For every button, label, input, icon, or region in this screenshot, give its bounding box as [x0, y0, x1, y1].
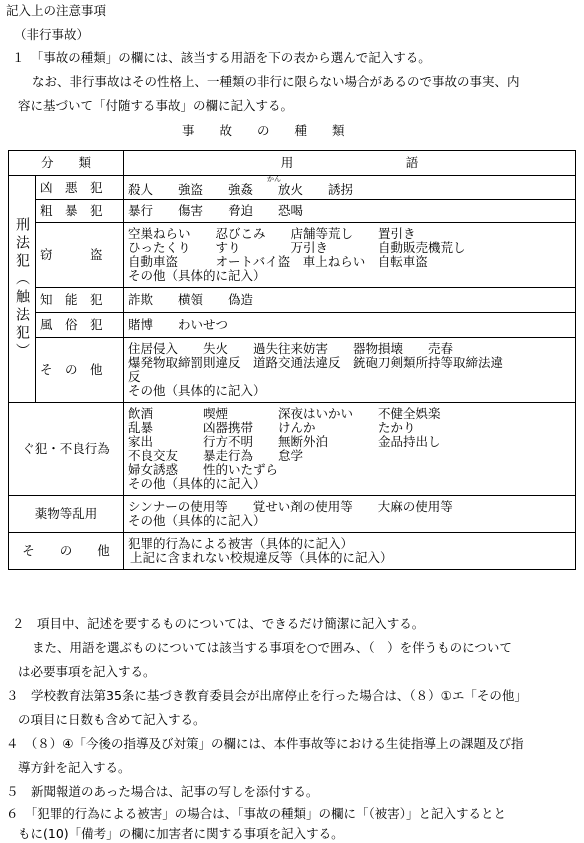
terms-other-criminal	[124, 338, 576, 403]
note-4-line-2: 導方針を記入する。	[18, 760, 131, 775]
table-title: 事 故 の 種 類	[182, 123, 345, 138]
table-row	[9, 533, 576, 570]
list-item: 婦女誘惑 性的いたずら	[128, 462, 279, 477]
table-row	[9, 313, 576, 338]
table-row	[9, 223, 576, 288]
accident-kinds-table	[8, 150, 576, 570]
note-2-line-2: また、用語を選ぶものについては該当する事項を○で囲み、（ ）を伴うものについて	[32, 640, 512, 655]
note-1-line-3: 容に基づいて「付随する事故」の欄に記入する。	[18, 98, 294, 113]
criminal-group-label: 刑法犯（触法犯）	[9, 176, 36, 403]
note-3-line-2: の項目に日数も含めて記入する。	[18, 712, 206, 727]
list-item: 上記に含まれない校規違反等（具体的に記入）	[130, 550, 393, 565]
category-theft: 窃 盗	[36, 223, 124, 288]
category-moral: 風 俗 犯	[36, 313, 124, 338]
list-item: 乱暴 凶器携帯 けんか たかり	[128, 420, 416, 435]
note-6-line-1: ６ 「犯罪的行為による被害」の場合は、「事故の種類」の欄に「（被害）」と記入するとと	[6, 806, 507, 821]
table-row	[9, 176, 576, 200]
category-misc: そ の 他	[9, 533, 124, 570]
terms-theft	[124, 223, 576, 288]
note-6-line-2: もに(10)「備考」の欄に加害者に関する事項を記入する。	[18, 826, 344, 841]
list-item: 飲酒 喫煙 深夜はいかい 不健全娯楽	[128, 406, 441, 421]
terms-moral: 賭博 わいせつ	[124, 313, 576, 338]
list-item: その他（具体的に記入）	[128, 383, 266, 398]
note-1-line-1: １ 「事故の種類」の欄には、該当する用語を下の表から選んで記入する。	[12, 50, 431, 65]
list-item: 自動車盗 オートバイ盗 車上ねらい 自転車盗	[128, 254, 428, 269]
list-item: 不良交友 暴走行為 怠学	[128, 448, 304, 463]
list-item: 住居侵入 失火 過失往来妨害 器物損壊 売春	[128, 341, 454, 356]
category-intellectual: 知 能 犯	[36, 288, 124, 313]
category-violent: 凶 悪 犯	[36, 176, 124, 200]
category-delinquency: ぐ犯・不良行為	[9, 403, 124, 496]
list-item: 犯罪的行為による被害（具体的に記入）	[128, 536, 354, 551]
table-row	[9, 200, 576, 223]
list-item: 家出 行方不明 無断外泊 金品持出し	[128, 434, 441, 449]
list-item: その他（具体的に記入）	[128, 476, 266, 491]
terms-rough: 暴行 傷害 脅迫 恐喝	[124, 200, 576, 223]
list-item: 空巣ねらい 忍びこみ 店舗等荒し 置引き	[128, 226, 416, 241]
list-item: その他（具体的に記入）	[128, 268, 266, 283]
terms-delinquency	[124, 403, 576, 496]
table-row	[9, 288, 576, 313]
list-item: 爆発物取締罰則違反 道路交通法違反 銃砲刀剣類所持等取締法違	[128, 355, 504, 370]
terms-violent-text: 殺人 強盗 強姦 放火 誘拐	[128, 182, 354, 197]
list-item: ひったくり すり 万引き 自動販売機荒し	[128, 240, 466, 255]
doc-title: 記入上の注意事項	[6, 3, 107, 18]
note-5-line-1: ５ 新聞報道のあった場合は、記事の写しを添付する。	[6, 784, 319, 799]
header-category: 分 類	[9, 151, 124, 176]
table-header-row	[9, 151, 576, 176]
category-other-criminal: そ の 他	[36, 338, 124, 403]
table-row	[9, 496, 576, 533]
terms-intellectual: 詐欺 横領 偽造	[124, 288, 576, 313]
table-row	[9, 403, 576, 496]
terms-misc	[124, 533, 576, 570]
terms-drug	[124, 496, 576, 533]
note-2-line-3: は必要事項を記入する。	[18, 664, 156, 679]
header-terms: 用 語	[124, 151, 576, 176]
table-row	[9, 338, 576, 403]
note-4-line-1: ４ （８）④「今後の指導及び対策」の欄には、本件事故等における生徒指導上の課題及び指	[6, 736, 524, 751]
list-item: 反	[128, 369, 141, 384]
terms-violent	[124, 176, 576, 200]
note-2-line-1: ２ 項目中、記述を要するものについては、できるだけ簡潔に記入する。	[12, 616, 425, 631]
note-1-line-2: なお、非行事故はその性格上、一種類の非行に限らない場合があるので事故の事実、内	[32, 74, 520, 89]
category-rough: 粗 暴 犯	[36, 200, 124, 223]
doc-subtitle: （非行事故）	[14, 27, 90, 42]
note-3-line-1: ３ 学校教育法第35条に基づき教育委員会が出席停止を行った場合は、（８）①エ「その他」	[6, 688, 527, 703]
list-item: シンナーの使用等 覚せい剤の使用等 大麻の使用等	[128, 499, 453, 514]
list-item: その他（具体的に記入）	[128, 513, 266, 528]
ruby-kan: かん	[267, 175, 282, 183]
category-drug: 薬物等乱用	[9, 496, 124, 533]
